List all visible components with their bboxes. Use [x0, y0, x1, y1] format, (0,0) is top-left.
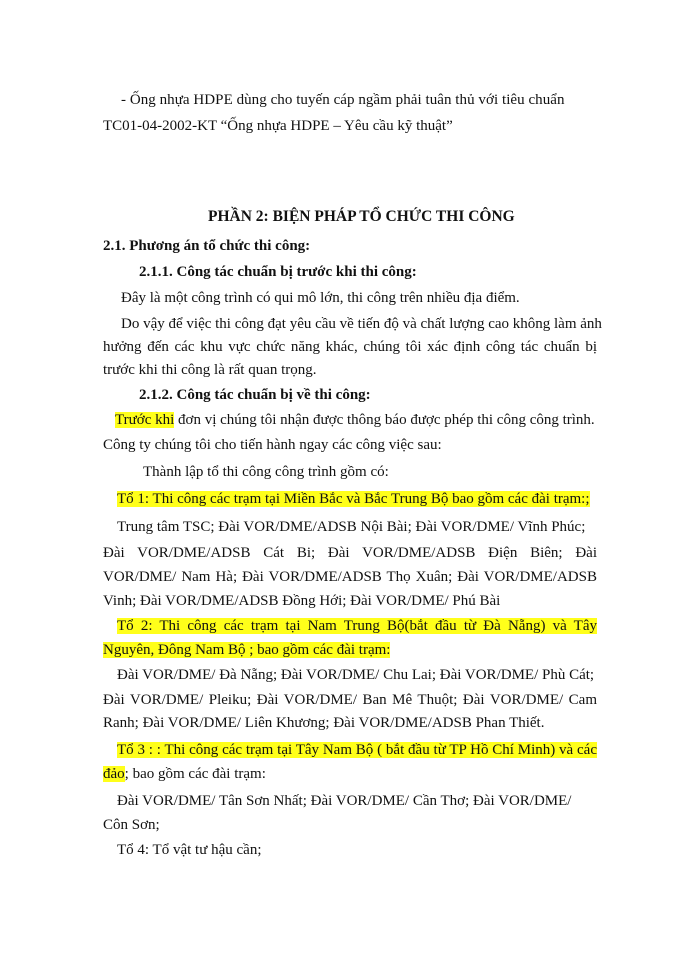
- team-2-title-text-2: Nguyên, Đông Nam Bộ ; bao gồm các đài trạm:: [103, 642, 391, 658]
- team-2-title-line-2: [103, 640, 390, 660]
- team-1-line-1: Trung tâm TSC; Đài VOR/DME/ADSB Nội Bài; Đài VOR/DME/ Vĩnh Phúc;: [117, 519, 586, 535]
- paragraph-2-line-3: trước khi thi công là rất quan trọng.: [103, 362, 317, 378]
- team-2-title-line-1: [117, 616, 597, 636]
- paragraph-3-rest: đơn vị chúng tôi nhận được thông báo được phép thi công công trình.: [174, 412, 595, 428]
- team-1-title-text: Tổ 1: Thi công các trạm tại Miền Bắc và Bắc Trung Bộ bao gồm các đài trạm:;: [117, 491, 590, 507]
- team-3-line-1: Đài VOR/DME/ Tân Sơn Nhất; Đài VOR/DME/ Cần Thơ; Đài VOR/DME/: [117, 793, 572, 809]
- highlight-truoc-khi: Trước khi: [115, 412, 175, 428]
- intro-line-1: [121, 90, 596, 110]
- paragraph-3-line-2: Công ty chúng tôi cho tiến hành ngay các công việc sau:: [103, 437, 442, 453]
- paragraph-4: Thành lập tổ thi công công trình gồm có:: [143, 464, 389, 480]
- paragraph-3-line-1: [115, 410, 595, 430]
- team-1-line-4: Vinh; Đài VOR/DME/ADSB Đồng Hới; Đài VOR/DME/ Phú Bài: [103, 593, 501, 609]
- team-3-title-text-1: Tổ 3 : : Thi công các trạm tại Tây Nam Bộ ( bắt đầu từ TP Hồ Chí Minh) và các: [117, 742, 597, 758]
- team-3-line-2: Côn Sơn;: [103, 817, 160, 833]
- team-1-line-3: VOR/DME/ Nam Hà; Đài VOR/DME/ADSB Thọ Xuân; Đài VOR/DME/ADSB: [103, 569, 597, 585]
- team-3-highlight-dao: đảo: [103, 766, 125, 782]
- section-2-1-1-heading: 2.1.1. Công tác chuẩn bị trước khi thi công:: [139, 264, 417, 280]
- team-2-line-2: Đài VOR/DME/ Pleiku; Đài VOR/DME/ Ban Mê Thuột; Đài VOR/DME/ Cam: [103, 692, 597, 708]
- team-3-title-rest: ; bao gồm các đài trạm:: [124, 766, 266, 782]
- section-2-1-heading: 2.1. Phương án tổ chức thi công:: [103, 238, 311, 254]
- intro-line-2: TC01-04-2002-KT “Ống nhựa HDPE – Yêu cầu kỹ thuật”: [103, 118, 453, 134]
- team-2-line-3: Ranh; Đài VOR/DME/ Liên Khương; Đài VOR/DME/ADSB Phan Thiết.: [103, 715, 545, 731]
- section-2-1-2-heading: 2.1.2. Công tác chuẩn bị về thi công:: [139, 387, 371, 403]
- paragraph-1: Đây là một công trình có qui mô lớn, thi công trên nhiều địa điểm.: [121, 290, 520, 306]
- team-2-line-1: Đài VOR/DME/ Đà Nẵng; Đài VOR/DME/ Chu Lai; Đài VOR/DME/ Phù Cát;: [117, 667, 595, 683]
- team-4: Tổ 4: Tổ vật tư hậu cần;: [117, 842, 262, 858]
- team-2-title-text-1: Tổ 2: Thi công các trạm tại Nam Trung Bộ(bắt đầu từ Đà Nẵng) và Tây: [117, 618, 597, 634]
- paragraph-2-line-2: hưởng đến các khu vực chức năng khác, chúng tôi xác định công tác chuẩn bị: [103, 339, 597, 355]
- intro-text-1: - Ống nhựa HDPE dùng cho tuyến cáp ngầm phải tuân thủ với tiêu chuẩn: [121, 92, 565, 108]
- paragraph-2-line-1: Do vậy để việc thi công đạt yêu cầu về tiến độ và chất lượng cao không làm ảnh: [121, 316, 602, 332]
- team-1-line-2: Đài VOR/DME/ADSB Cát Bi; Đài VOR/DME/ADSB Điện Biên; Đài: [103, 545, 597, 561]
- part-title: PHẦN 2: BIỆN PHÁP TỔ CHỨC THI CÔNG: [208, 208, 515, 225]
- team-3-title-line-1: [117, 740, 597, 760]
- team-3-title-line-2: [103, 764, 266, 784]
- team-1-title: [117, 489, 590, 509]
